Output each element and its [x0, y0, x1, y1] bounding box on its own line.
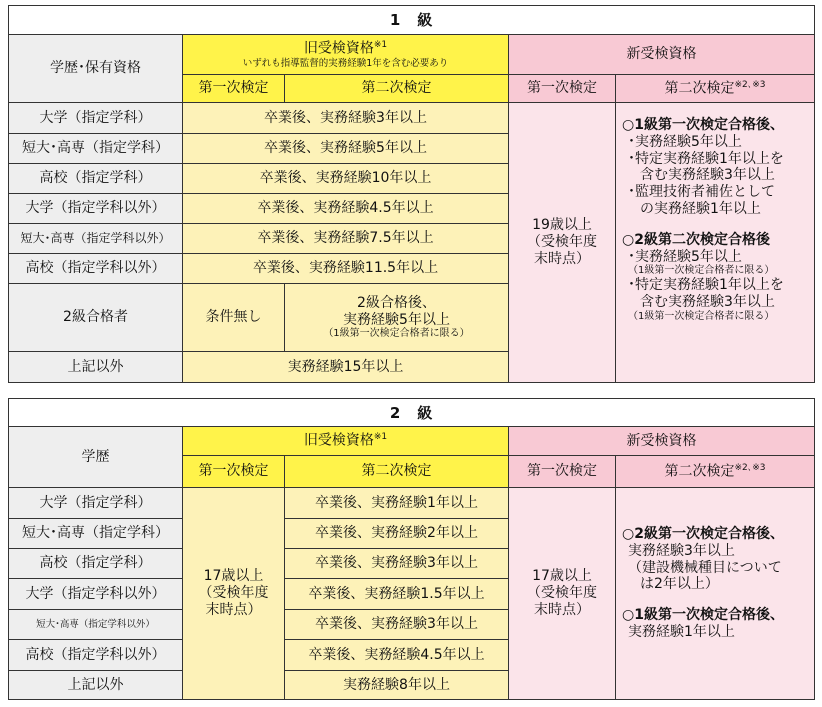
grade2-row-old: 卒業後、実務経験3年以上: [285, 610, 509, 640]
grade1-new-header: 新受検資格: [509, 35, 815, 75]
grade2-row-label: 高校（指定学科以外）: [9, 640, 183, 671]
grade1-new-first: 第一次検定: [509, 75, 616, 103]
grade2-old-first-value: 17歳以上 （受検年度 末時点）: [183, 488, 285, 700]
grade2-row-old: 卒業後、実務経験1.5年以上: [285, 579, 509, 610]
grade1-row-label: 大学（指定学科）: [9, 103, 183, 134]
grade1-passer-label: 2級合格者: [9, 284, 183, 352]
grade1-row-old: 卒業後、実務経験10年以上: [183, 164, 509, 194]
grade2-other-old: 実務経験8年以上: [285, 671, 509, 700]
grade1-other-old: 実務経験15年以上: [183, 352, 509, 383]
grade1-row-label: 高校（指定学科以外）: [9, 254, 183, 284]
grade2-row-old: 卒業後、実務経験3年以上: [285, 549, 509, 579]
grade1-row-label: 短大･高専（指定学科）: [9, 134, 183, 164]
grade1-old-second: 第二次検定: [285, 75, 509, 103]
grade1-passer-second: 2級合格後、 実務経験5年以上 （1級第一次検定合格者に限る）: [285, 284, 509, 352]
grade2-col-header: 学歴: [9, 427, 183, 488]
grade2-new-header: 新受検資格: [509, 427, 815, 456]
grade2-table: [8, 398, 815, 700]
grade1-title: 1 級: [9, 6, 815, 35]
grade2-row-label: 大学（指定学科以外）: [9, 579, 183, 610]
grade2-row-label: 短大･高専（指定学科）: [9, 519, 183, 549]
grade2-new-second-value: ○2級第一次検定合格後、 実務経験3年以上 （建設機械種目について は2年以上） ○1級第一次検定合格後、 実務経験1年以上: [616, 488, 815, 700]
grade1-row-old: 卒業後、実務経験4.5年以上: [183, 194, 509, 224]
grade2-row-old: 卒業後、実務経験2年以上: [285, 519, 509, 549]
grade1-passer-first: 条件無し: [183, 284, 285, 352]
grade1-row-old: 卒業後、実務経験5年以上: [183, 134, 509, 164]
grade1-row-label: 高校（指定学科）: [9, 164, 183, 194]
grade1-row-old: 卒業後、実務経験11.5年以上: [183, 254, 509, 284]
grade1-old-note: いずれも指導監督的実務経験1年を含む必要あり: [242, 58, 449, 70]
grade1-row-label: 短大･高専（指定学科以外）: [9, 224, 183, 254]
grade2-row-label: 大学（指定学科）: [9, 488, 183, 519]
grade1-old-first: 第一次検定: [183, 75, 285, 103]
grade2-new-second: 第二次検定$^{※2､※3}$: [616, 456, 815, 488]
grade1-col-header: 学歴･保有資格: [9, 35, 183, 103]
grade2-new-first: 第一次検定: [509, 456, 616, 488]
grade2-row-old: 卒業後、実務経験1年以上: [285, 488, 509, 519]
grade1-row-label: 大学（指定学科以外）: [9, 194, 183, 224]
grade2-row-old: 卒業後、実務経験4.5年以上: [285, 640, 509, 671]
grade1-old-header: 旧受検資格$^{※1}$ いずれも指導監督的実務経験1年を含む必要あり: [183, 35, 509, 75]
grade2-row-label: 高校（指定学科）: [9, 549, 183, 579]
grade2-old-header: 旧受検資格$^{※1}$: [183, 427, 509, 456]
grade1-table: [8, 5, 815, 383]
grade2-row-label: 短大･高専（指定学科以外）: [9, 610, 183, 640]
grade1-new-second: 第二次検定$^{※2､※3}$: [616, 75, 815, 103]
grade1-row-old: 卒業後、実務経験3年以上: [183, 103, 509, 134]
grade1-other-label: 上記以外: [9, 352, 183, 383]
grade2-title: 2 級: [9, 399, 815, 427]
grade1-new-first-value: 19歳以上 （受検年度 末時点）: [509, 103, 616, 383]
grade2-old-second: 第二次検定: [285, 456, 509, 488]
grade2-other-label: 上記以外: [9, 671, 183, 700]
grade2-old-first: 第一次検定: [183, 456, 285, 488]
grade1-row-old: 卒業後、実務経験7.5年以上: [183, 224, 509, 254]
grade2-new-first-value: 17歳以上 （受検年度 末時点）: [509, 488, 616, 700]
grade1-new-second-value: ○1級第一次検定合格後、 ･実務経験5年以上 ･特定実務経験1年以上を 含む実務経験3年以上 ･監理技術者補佐として の実務経験1年以上 ○2級第二次検定合格後 ･実務経験5年以上 （1級第一次検定合格者に限る） ･特定実務経験1年以上を 含む実務経験3年以上 （1級第一次検定合格者に限る）: [616, 103, 815, 383]
